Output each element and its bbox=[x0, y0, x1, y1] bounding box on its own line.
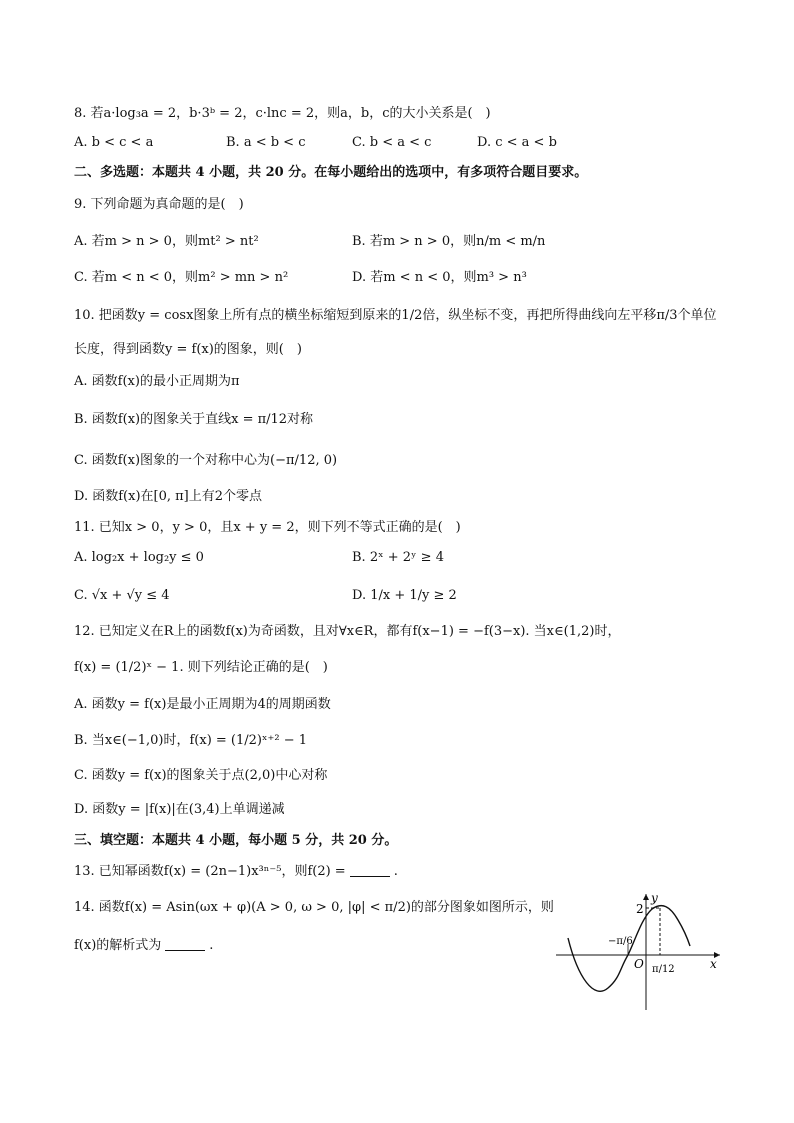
q11-option-d[interactable]: D. 1/x + 1/y ≥ 2 bbox=[352, 588, 457, 603]
q9-option-d[interactable]: D. 若m < n < 0，则m³ > n³ bbox=[352, 270, 527, 285]
q11-stem: 11. 已知x > 0，y > 0，且x + y = 2，则下列不等式正确的是( ) bbox=[74, 520, 461, 535]
q8-option-d[interactable]: D. c < a < b bbox=[477, 135, 557, 150]
right-tick-label: π/12 bbox=[652, 964, 675, 975]
q13-stem-end: . bbox=[393, 864, 398, 879]
y-axis-arrow bbox=[643, 894, 649, 900]
q14-answer-blank[interactable] bbox=[165, 936, 205, 951]
q10-option-b[interactable]: B. 函数f(x)的图象关于直线x = π/12对称 bbox=[74, 412, 314, 427]
section-3-heading: 三、填空题：本题共 4 小题，每小题 5 分，共 20 分。 bbox=[74, 833, 398, 848]
q14-stem-end: . bbox=[209, 938, 214, 953]
q11-option-c[interactable]: C. √x + √y ≤ 4 bbox=[74, 588, 170, 603]
q12-option-b[interactable]: B. 当x∈(−1,0)时，f(x) = (1/2)ˣ⁺² − 1 bbox=[74, 733, 308, 748]
y-axis-label: y bbox=[651, 891, 658, 905]
q8-option-b[interactable]: B. a < b < c bbox=[226, 135, 306, 150]
max-value-label: 2 bbox=[636, 902, 644, 916]
q10-option-d[interactable]: D. 函数f(x)在[0, π]上有2个零点 bbox=[74, 489, 263, 504]
q12-stem-line2: f(x) = (1/2)ˣ − 1. 则下列结论正确的是( ) bbox=[74, 660, 328, 675]
q11-option-b[interactable]: B. 2ˣ + 2ʸ ≥ 4 bbox=[352, 550, 444, 565]
q9-option-c[interactable]: C. 若m < n < 0，则m² > mn > n² bbox=[74, 270, 289, 285]
q9-option-b[interactable]: B. 若m > n > 0，则n/m < m/n bbox=[352, 234, 546, 249]
q8-option-c[interactable]: C. b < a < c bbox=[352, 135, 432, 150]
q14-stem-line1: 14. 函数f(x) = Asin(ωx + φ)(A > 0, ω > 0, |φ| < π/2)的部分图象如图所示，则 bbox=[74, 900, 554, 915]
q12-option-d[interactable]: D. 函数y = |f(x)|在(3,4)上单调递减 bbox=[74, 802, 285, 817]
x-axis-label: x bbox=[710, 957, 717, 971]
q13-stem-text: 13. 已知幂函数f(x) = (2n−1)x³ⁿ⁻⁵，则f(2) = bbox=[74, 864, 346, 879]
q10-stem-line1: 10. 把函数y = cosx图象上所有点的横坐标缩短到原来的1/2倍，纵坐标不变，再把所得曲线向左平移π/3个单位 bbox=[74, 308, 717, 323]
q14-sine-graph bbox=[550, 888, 730, 1013]
sine-curve bbox=[568, 906, 690, 992]
q10-option-c[interactable]: C. 函数f(x)图象的一个对称中心为(−π/12, 0) bbox=[74, 453, 338, 468]
q9-option-a[interactable]: A. 若m > n > 0，则mt² > nt² bbox=[74, 234, 259, 249]
q10-option-a[interactable]: A. 函数f(x)的最小正周期为π bbox=[74, 374, 240, 389]
origin-label: O bbox=[634, 957, 644, 971]
q14-stem-text: f(x)的解析式为 bbox=[74, 938, 162, 953]
q13-answer-blank[interactable] bbox=[350, 862, 390, 877]
q8-option-a[interactable]: A. b < c < a bbox=[74, 135, 154, 150]
q12-stem-line1: 12. 已知定义在R上的函数f(x)为奇函数，且对∀x∈R，都有f(x−1) = −f(3−x). 当x∈(1,2)时， bbox=[74, 624, 621, 639]
left-tick-label: −π/6 bbox=[608, 936, 633, 947]
q13-stem bbox=[74, 862, 398, 882]
q10-stem-line2: 长度，得到函数y = f(x)的图象，则( ) bbox=[74, 342, 302, 357]
q12-option-c[interactable]: C. 函数y = f(x)的图象关于点(2,0)中心对称 bbox=[74, 768, 328, 783]
q8-stem: 8. 若a·log₃a = 2，b·3ᵇ = 2，c·lnc = 2，则a，b，c的大小关系是( ) bbox=[74, 106, 491, 121]
section-2-heading: 二、多选题：本题共 4 小题，共 20 分。在每小题给出的选项中，有多项符合题目要求。 bbox=[74, 165, 588, 180]
q12-option-a[interactable]: A. 函数y = f(x)是最小正周期为4的周期函数 bbox=[74, 697, 331, 712]
q11-option-a[interactable]: A. log₂x + log₂y ≤ 0 bbox=[74, 550, 204, 565]
q14-stem-line2 bbox=[74, 936, 213, 956]
q9-stem: 9. 下列命题为真命题的是( ) bbox=[74, 197, 244, 212]
